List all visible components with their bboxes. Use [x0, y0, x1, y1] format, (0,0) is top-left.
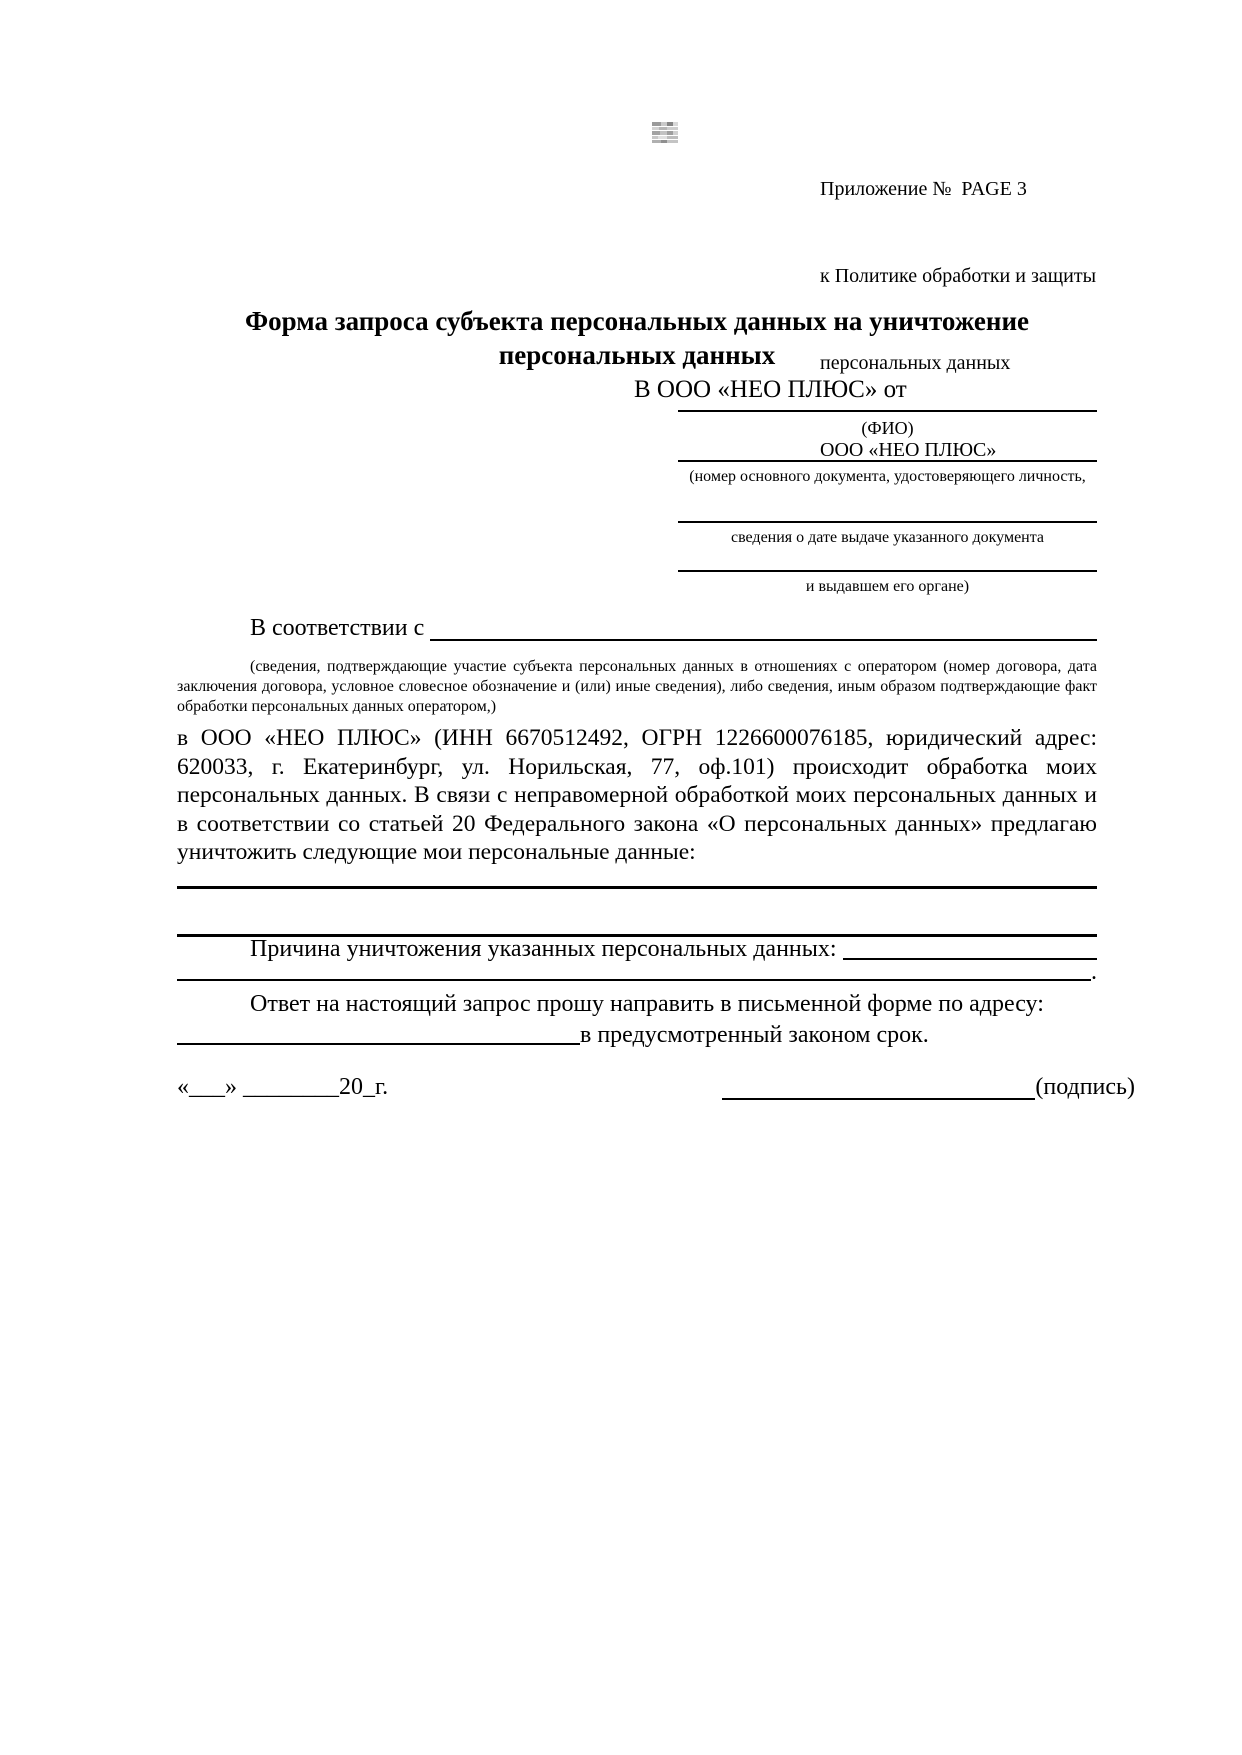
signature-block: [722, 1074, 1135, 1102]
pixelated-image-icon: [652, 122, 678, 143]
title-line-2: персональных данных: [498, 340, 776, 370]
accordance-row: [177, 614, 1097, 644]
accordance-input-line[interactable]: [430, 614, 1097, 641]
signature-caption: (подпись): [1035, 1074, 1135, 1100]
issuing-authority-caption: и выдавшем его органе): [805, 578, 970, 595]
data-to-destroy-line-1[interactable]: [177, 886, 1097, 889]
field-issue-date: [678, 521, 1097, 547]
body-line: уничтожить следующие мои персональные данные:: [177, 839, 696, 866]
field-fio: [678, 410, 1097, 438]
annex-line: ООО «НЕО ПЛЮС»: [820, 439, 997, 461]
note-line: (сведения, подтверждающие участие субъекта персональных данных в отношениях с оператором (номер договора, дата: [250, 658, 1097, 675]
response-address-row: [177, 1022, 1097, 1048]
annex-line: к Политике обработки и защиты: [820, 265, 1097, 287]
title-line-1: Форма запроса субъекта персональных данных на уничтожение: [244, 306, 1030, 336]
field-issuing-authority: [678, 570, 1097, 596]
issue-date-caption: сведения о дате выдаче указанного документа: [730, 529, 1045, 546]
reason-label: Причина уничтожения указанных персональных данных:: [250, 936, 837, 962]
body-paragraph: [177, 724, 1097, 867]
document-title: [177, 304, 1097, 372]
accordance-lead: В соответствии с: [250, 615, 425, 641]
body-line: персональных данных. В связи с неправомерной обработкой моих персональных данных и: [177, 782, 1097, 809]
reason-input-line[interactable]: [843, 936, 1097, 960]
note-line: заключения договора, условное словесное обозначение и (или) иные сведения), либо сведения, иным образом подтверждающие факт: [177, 678, 1097, 695]
footer-row: [177, 1074, 1135, 1102]
date-fill-in[interactable]: «___» ________20_г.: [177, 1074, 389, 1100]
response-term-text: в предусмотренный законом срок.: [580, 1022, 929, 1048]
fio-caption: (ФИО): [861, 418, 914, 438]
annex-line: персональных данных: [820, 352, 1011, 374]
body-line: в соответствии со статьей 20 Федерального закона «О персональных данных» предлагаю: [177, 810, 1097, 837]
reason-row: [177, 936, 1097, 963]
accordance-note: [177, 657, 1097, 717]
body-line: 620033, г. Екатеринбург, ул. Норильская, 77, оф.101) происходит обработка моих: [177, 753, 1097, 780]
note-line: обработки персональных данных оператором,): [177, 698, 497, 715]
response-request-line: Ответ на настоящий запрос прошу направить в письменной форме по адресу:: [250, 991, 1044, 1017]
address-input-line[interactable]: [177, 1022, 580, 1045]
reason-period: .: [1091, 959, 1097, 985]
signature-input-line[interactable]: [722, 1074, 1035, 1100]
reason-continuation-line[interactable]: [177, 960, 1091, 981]
document-number-caption: (номер основного документа, удостоверяющего личность,: [689, 468, 1086, 485]
field-document-number: [678, 460, 1097, 486]
body-line: в ООО «НЕО ПЛЮС» (ИНН 6670512492, ОГРН 1226600076185, юридический адрес:: [177, 725, 1097, 751]
annex-line: Приложение № PAGE 3: [820, 178, 1027, 200]
addressee-line: В ООО «НЕО ПЛЮС» от: [634, 376, 907, 403]
reason-continuation-row: [177, 960, 1097, 984]
